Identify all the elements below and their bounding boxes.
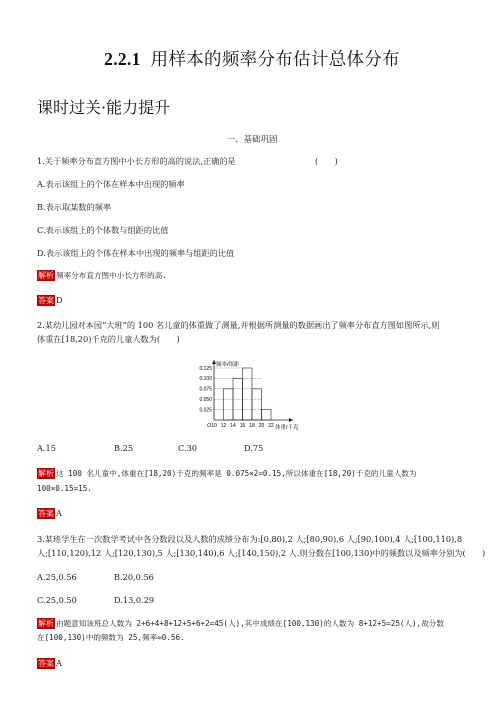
y-tick-label: 0.100 — [199, 376, 212, 383]
analysis-tag: 解析 — [38, 271, 54, 280]
q1-option-d: D.表示该组上的个体在样本中出现的频率与组距的比值 — [37, 248, 235, 258]
q3-option-b: B.20,0.56 — [114, 572, 154, 582]
q2-stem-line2: 体重在[18,20)千克的儿童人数为( ) — [37, 334, 180, 344]
q2-stem-line1: 2.某幼儿园对本园“大班”的 100 名儿童的体重做了测量,并根据所测量的数据画出了频率分布直方图如图所示,则 — [37, 320, 440, 330]
histogram-chart — [180, 356, 340, 438]
analysis-tag: 解析 — [38, 619, 54, 628]
y-tick-label: 0.025 — [199, 407, 212, 414]
histogram-bar — [262, 410, 272, 420]
q2-option-c: C.30 — [178, 443, 197, 453]
x-tick-label: 20 — [258, 423, 265, 429]
page-title — [0, 46, 504, 71]
x-tick-label: 18 — [249, 423, 255, 429]
q2-analysis-line2: 100×0.15=15. — [37, 484, 92, 493]
y-tick-label: 0.050 — [199, 397, 212, 403]
q1-stem: 1.关于频率分布直方图中小长方形的高的说法,正确的是 ( ) — [37, 156, 338, 166]
section-heading: 一、基础巩固 — [226, 135, 278, 145]
histogram-bar — [252, 389, 262, 420]
answer-tag: 答案 — [38, 509, 54, 518]
y-tick-label: 0.125 — [199, 365, 212, 372]
analysis-tag: 解析 — [38, 469, 54, 478]
q1-answer: 答案 D — [38, 295, 63, 305]
x-tick-label: 10 — [211, 423, 217, 429]
q2-analysis: 解析 这 100 名儿童中,体重在[18,20)千克的频率是 0.075×2=0.15,所以体重在[18,20)千克的儿童人数为 — [38, 469, 417, 478]
q1-paren: ( ) — [315, 156, 338, 166]
x-axis-arrow — [289, 418, 293, 422]
histogram-bar — [243, 368, 253, 420]
q1-option-c: C.表示该组上的个体数与组距的比值 — [37, 225, 169, 235]
q3-stem-line1: 3.某班学生在一次数学考试中各分数段以及人数的成绩分布为:[0,80),2 人;[80,90),6 人;[90,100),4 人;[100,110),8 — [37, 534, 463, 544]
histogram-bar — [224, 389, 234, 420]
q3-option-c: C.25,0.50 — [37, 595, 77, 605]
y-axis-label: 频率/组距 — [216, 362, 240, 368]
q3-stem-line2: 人;[110,120),12 人;[120,130),5 人;[130,140),6 人;[140,150),2 人.则分数在[100,130)中的频数以及频率分别为( ) — [37, 548, 486, 558]
q3-answer: 答案 A — [38, 658, 62, 668]
q3-analysis-line2: 在[100,130)中的频数为 25,频率≈0.56. — [37, 633, 185, 642]
answer-tag: 答案 — [38, 296, 54, 305]
x-tick-label: 12 — [220, 423, 227, 429]
q2-option-a: A.15 — [37, 443, 56, 453]
x-axis-label: 体重/千克 — [275, 425, 299, 431]
q2-option-b: B.25 — [114, 443, 134, 453]
x-tick-label: 14 — [230, 423, 236, 429]
y-tick-label: 0.075 — [199, 386, 212, 393]
q3-option-a: A.25,0.56 — [37, 572, 77, 582]
q3-analysis: 解析 由题意知该班总人数为 2+6+4+8+12+5+6+2=45(人),其中成绩在[100,130)的人数为 8+12+5=25(人),故分数 — [38, 619, 444, 628]
page-subtitle: 课时过关·能力提升 — [37, 98, 171, 117]
origin-label: O — [207, 423, 212, 429]
q1-analysis: 解析 频率分布直方图中小长方形的高. — [38, 271, 167, 280]
q3-option-d: D.13,0.29 — [114, 595, 155, 605]
q2-answer: 答案 A — [38, 508, 62, 518]
q2-option-d: D.75 — [244, 443, 264, 453]
title-text: 用样本的频率分布估计总体分布 — [150, 50, 400, 70]
answer-tag: 答案 — [38, 659, 54, 668]
section-number: 2.2.1 — [104, 49, 141, 69]
q1-option-b: B.表示取某数的频率 — [37, 202, 112, 212]
q1-option-a: A.表示该组上的个体在样本中出现的频率 — [37, 179, 185, 189]
x-tick-label: 16 — [239, 423, 246, 429]
x-tick-label: 22 — [268, 423, 274, 429]
